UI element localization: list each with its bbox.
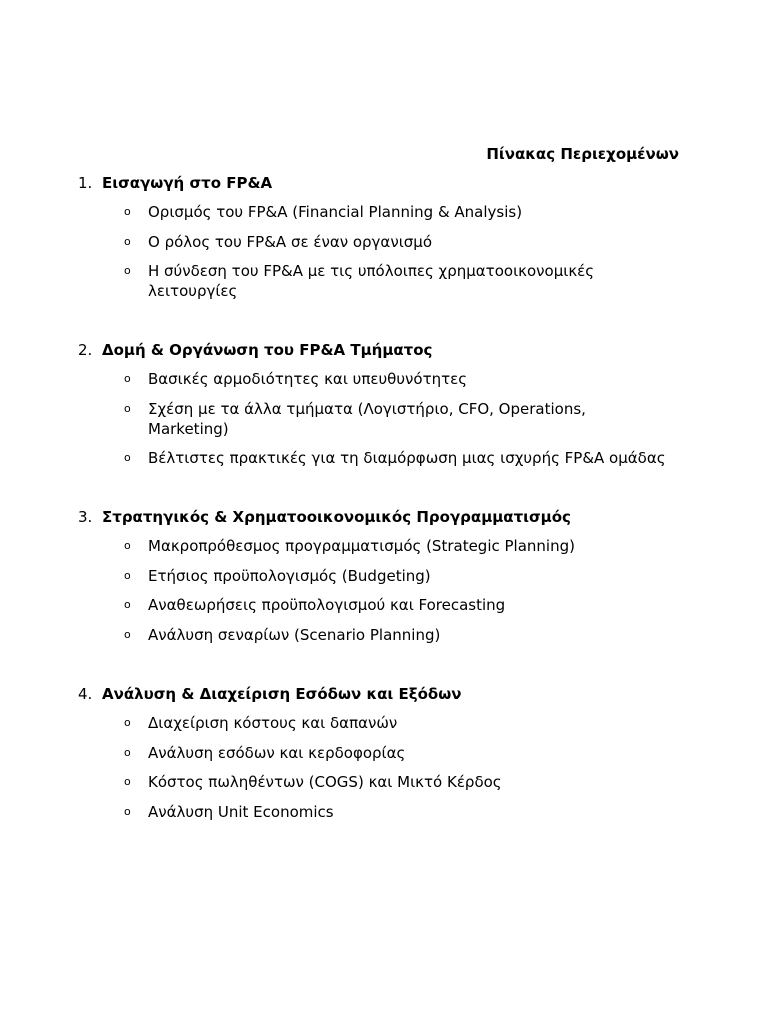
section-items bbox=[0, 713, 768, 822]
section-number: 3. bbox=[78, 508, 93, 526]
list-item bbox=[0, 625, 608, 645]
bullet-icon: o bbox=[124, 264, 131, 277]
list-item-text: Μακροπρόθεσμος προγραμματισμός (Strategic Planning) bbox=[148, 537, 575, 555]
list-item bbox=[0, 713, 608, 733]
list-item bbox=[0, 399, 608, 439]
toc-section-1 bbox=[0, 173, 768, 311]
list-item bbox=[0, 772, 608, 792]
list-item bbox=[0, 743, 608, 763]
toc-section-2 bbox=[0, 340, 768, 478]
list-item-text: Κόστος πωληθέντων (COGS) και Μικτό Κέρδος bbox=[148, 773, 502, 791]
list-item-text: Ανάλυση εσόδων και κερδοφορίας bbox=[148, 743, 406, 762]
toc-title: Πίνακας Περιεχομένων bbox=[486, 145, 679, 163]
toc-section-3 bbox=[0, 507, 768, 654]
bullet-icon: o bbox=[124, 598, 131, 611]
section-heading bbox=[0, 684, 768, 704]
section-items bbox=[0, 536, 768, 645]
section-title: Εισαγωγή στο FP&A bbox=[102, 174, 273, 192]
section-heading bbox=[0, 507, 768, 527]
section-heading bbox=[0, 340, 768, 360]
section-number: 4. bbox=[78, 685, 93, 703]
section-number: 1. bbox=[78, 174, 93, 192]
list-item bbox=[0, 595, 608, 615]
list-item-text: Ο ρόλος του FP&A σε έναν οργανισμό bbox=[148, 232, 433, 251]
list-item-text: Ορισμός του FP&A (Financial Planning & Analysis) bbox=[148, 203, 523, 221]
bullet-icon: o bbox=[124, 205, 131, 218]
bullet-icon: o bbox=[124, 401, 131, 415]
list-item-text: Αναθεωρήσεις προϋπολογισμού και Forecasting bbox=[148, 596, 506, 614]
bullet-icon: o bbox=[124, 716, 131, 729]
list-item-text: Βέλτιστες πρακτικές για τη διαμόρφωση μιας ισχυρής FP&A ομάδας bbox=[148, 449, 666, 467]
section-title: Δομή & Οργάνωση του FP&A Τμήματος bbox=[102, 341, 433, 359]
list-item-text: Ετήσιος προϋπολογισμός (Budgeting) bbox=[148, 566, 431, 585]
bullet-icon: o bbox=[124, 568, 131, 582]
bullet-icon: o bbox=[124, 804, 131, 818]
section-items bbox=[0, 202, 768, 301]
list-item bbox=[0, 232, 608, 252]
toc-section-4 bbox=[0, 684, 768, 831]
list-item bbox=[0, 202, 608, 222]
list-item-text: Βασικές αρμοδιότητες και υπευθυνότητες bbox=[148, 370, 468, 388]
list-item-text: Διαχείριση κόστους και δαπανών bbox=[148, 714, 398, 732]
list-item-text: Η σύνδεση του FP&A με τις υπόλοιπες χρηματοοικονομικές λειτουργίες bbox=[148, 262, 595, 300]
section-items bbox=[0, 369, 768, 468]
list-item-text: Ανάλυση Unit Economics bbox=[148, 802, 334, 821]
section-title: Ανάλυση & Διαχείριση Εσόδων και Εξόδων bbox=[102, 685, 462, 703]
list-item bbox=[0, 369, 608, 389]
list-item bbox=[0, 802, 608, 822]
bullet-icon: o bbox=[124, 234, 131, 248]
bullet-icon: o bbox=[124, 745, 131, 759]
section-title: Στρατηγικός & Χρηματοοικονομικός Προγραμματισμός bbox=[102, 508, 571, 526]
bullet-icon: o bbox=[124, 539, 131, 552]
bullet-icon: o bbox=[124, 775, 131, 788]
list-item-text: Σχέση με τα άλλα τμήματα (Λογιστήριο, CFO, Operations, Marketing) bbox=[148, 399, 586, 438]
list-item-text: Ανάλυση σεναρίων (Scenario Planning) bbox=[148, 625, 441, 644]
bullet-icon: o bbox=[124, 372, 131, 385]
list-item bbox=[0, 566, 608, 586]
bullet-icon: o bbox=[124, 451, 131, 464]
section-number: 2. bbox=[78, 341, 93, 359]
list-item bbox=[0, 261, 608, 301]
section-heading bbox=[0, 173, 768, 193]
list-item bbox=[0, 448, 693, 468]
list-item bbox=[0, 536, 608, 556]
bullet-icon: o bbox=[124, 627, 131, 641]
